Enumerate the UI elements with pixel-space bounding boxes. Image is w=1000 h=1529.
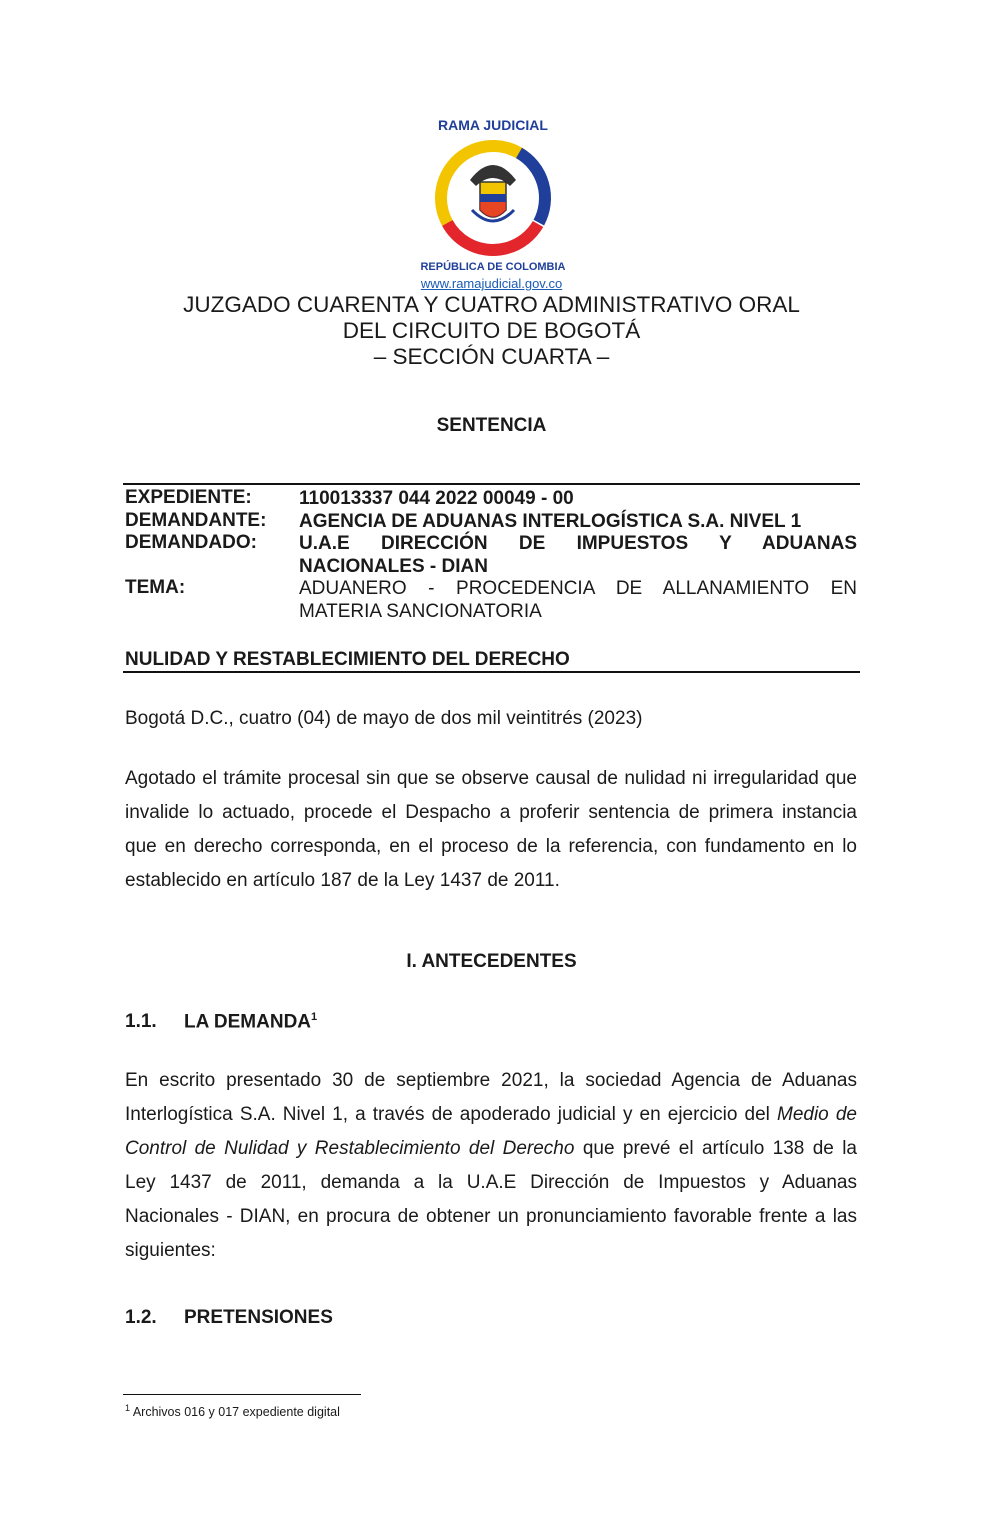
- intro-line: que en derecho corresponda, en el proceso de la referencia, con fundamento en lo: [125, 836, 857, 857]
- demanda-line: En escrito presentado 30 de septiembre 2021, la sociedad Agencia de Aduanas: [125, 1070, 857, 1091]
- demanda-line: [125, 1098, 857, 1132]
- rama-judicial-seal-logo: [410, 110, 576, 276]
- demandado-value-line2: NACIONALES - DIAN: [299, 556, 488, 577]
- footnote-reference[interactable]: 1: [311, 1011, 318, 1023]
- demanda-line: siguientes:: [125, 1240, 216, 1261]
- tema-label: TEMA:: [125, 577, 186, 598]
- top-rule: [123, 483, 860, 485]
- section-1-2-number: 1.2.: [125, 1307, 157, 1328]
- intro-paragraph: [125, 762, 857, 898]
- tema-value-line1: ADUANERO - PROCEDENCIA DE ALLANAMIENTO EN: [299, 578, 857, 599]
- demanda-text: que prevé el artículo 138 de la: [574, 1138, 857, 1159]
- demanda-paragraph: [125, 1064, 857, 1268]
- intro-line: invalide lo actuado, procede el Despacho a proferir sentencia de primera instancia: [125, 802, 857, 823]
- demanda-line: [125, 1132, 857, 1166]
- demandado-label: DEMANDADO:: [125, 532, 257, 553]
- footnote: [125, 1403, 340, 1419]
- date-line: Bogotá D.C., cuatro (04) de mayo de dos mil veintitrés (2023): [125, 708, 643, 729]
- demanda-line: Ley 1437 de 2011, demanda a la U.A.E Dirección de Impuestos y Aduanas: [125, 1172, 857, 1193]
- demandado-value-line1: U.A.E DIRECCIÓN DE IMPUESTOS Y ADUANAS: [299, 533, 857, 554]
- footnote-number: 1: [125, 1403, 131, 1413]
- section-1-2-title: PRETENSIONES: [184, 1307, 333, 1328]
- court-section: – SECCIÓN CUARTA –: [373, 344, 610, 369]
- section-1-1-number: 1.1.: [125, 1011, 157, 1032]
- demanda-italic-text: Control de Nulidad y Restablecimiento del Derecho: [125, 1138, 575, 1159]
- document-type: SENTENCIA: [436, 415, 547, 436]
- demandante-label: DEMANDANTE:: [125, 510, 267, 531]
- section-1-1-title: [184, 1011, 317, 1033]
- demanda-italic-text: Medio de: [777, 1104, 857, 1125]
- demanda-line: Nacionales - DIAN, en procura de obtener un pronunciamiento favorable frente a las: [125, 1206, 857, 1227]
- section-antecedentes: I. ANTECEDENTES: [406, 951, 577, 972]
- medio-de-control: NULIDAD Y RESTABLECIMIENTO DEL DERECHO: [125, 649, 570, 670]
- intro-line: Agotado el trámite procesal sin que se observe causal de nulidad ni irregularidad que: [125, 768, 857, 789]
- bottom-rule: [123, 671, 860, 673]
- footnote-separator: [123, 1394, 361, 1395]
- svg-text:RAMA JUDICIAL: RAMA JUDICIAL: [438, 117, 548, 133]
- demanda-text: Interlogística S.A. Nivel 1, a través de apoderado judicial y en ejercicio del: [125, 1104, 777, 1125]
- tema-value-line2: MATERIA SANCIONATORIA: [299, 601, 542, 622]
- court-name-line1: JUZGADO CUARENTA Y CUATRO ADMINISTRATIVO ORAL: [183, 292, 800, 317]
- intro-line: establecido en artículo 187 de la Ley 1437 de 2011.: [125, 870, 560, 891]
- expediente-label: EXPEDIENTE:: [125, 487, 252, 508]
- footnote-text: Archivos 016 y 017 expediente digital: [132, 1405, 340, 1420]
- website-link[interactable]: www.ramajudicial.gov.co: [420, 276, 563, 291]
- court-name-line2: DEL CIRCUITO DE BOGOTÁ: [342, 318, 641, 343]
- demandante-value: AGENCIA DE ADUANAS INTERLOGÍSTICA S.A. NIVEL 1: [299, 511, 802, 532]
- svg-text:REPÚBLICA DE COLOMBIA: REPÚBLICA DE COLOMBIA: [420, 261, 566, 273]
- expediente-value: 110013337 044 2022 00049 - 00: [299, 488, 574, 509]
- section-1-1-title-text: LA DEMANDA: [184, 1011, 312, 1033]
